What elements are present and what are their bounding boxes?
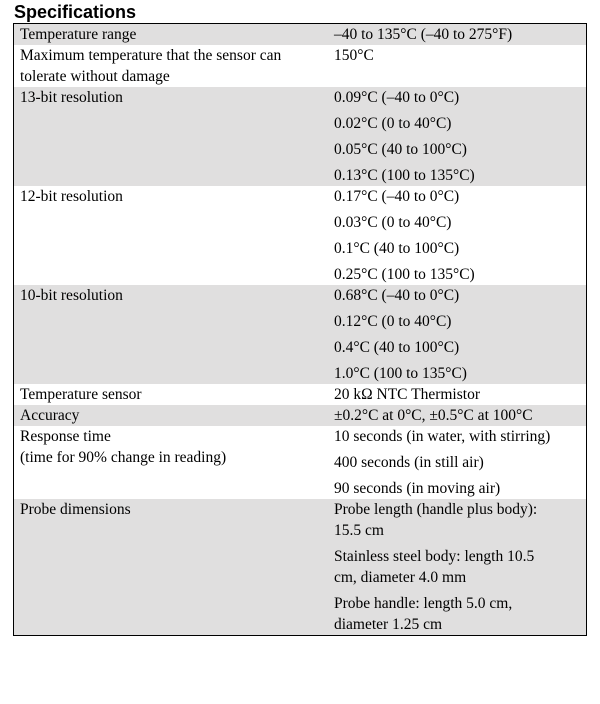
spec-value: Stainless steel body: length 10.5 cm, diameter 4.0 mm	[334, 548, 535, 586]
spec-value: 0.25°C (100 to 135°C)	[334, 266, 475, 283]
spec-label: Temperature range	[20, 26, 137, 43]
spec-label: tolerate without damage	[20, 68, 170, 85]
table-row	[14, 186, 587, 285]
spec-value-cell	[328, 405, 587, 426]
table-row	[14, 499, 587, 636]
spec-value: 0.1°C (40 to 100°C)	[334, 240, 460, 257]
spec-value-cell	[328, 426, 587, 499]
spec-value: 0.4°C (40 to 100°C)	[334, 339, 460, 356]
spec-value: 0.68°C (–40 to 0°C)	[334, 287, 460, 304]
spec-value: Probe length (handle plus body): 15.5 cm	[334, 501, 538, 539]
spec-value: 150°C	[334, 47, 374, 64]
spec-value: 0.12°C (0 to 40°C)	[334, 313, 452, 330]
spec-value: 20 kΩ NTC Thermistor	[334, 386, 480, 403]
spec-label: 10-bit resolution	[20, 287, 123, 304]
table-row	[14, 45, 587, 87]
spec-label-cell	[14, 405, 329, 426]
spec-label: Temperature sensor	[20, 386, 142, 403]
spec-value: 400 seconds (in still air)	[334, 454, 484, 471]
table-row	[14, 384, 587, 405]
spec-label-cell	[14, 285, 329, 384]
spec-label: Accuracy	[20, 407, 80, 424]
spec-value: 10 seconds (in water, with stirring)	[334, 428, 551, 445]
spec-value: 1.0°C (100 to 135°C)	[334, 365, 467, 382]
table-row	[14, 285, 587, 384]
table-row	[14, 405, 587, 426]
spec-value-cell	[328, 384, 587, 405]
table-row	[14, 87, 587, 186]
spec-value: 0.03°C (0 to 40°C)	[334, 214, 452, 231]
spec-label: Maximum temperature that the sensor can	[20, 47, 282, 64]
spec-value-cell	[328, 186, 587, 285]
spec-label: Probe dimensions	[20, 501, 131, 518]
page-title: Specifications	[14, 2, 137, 22]
spec-label-cell	[14, 45, 329, 87]
spec-label: 13-bit resolution	[20, 89, 123, 106]
spec-label-cell	[14, 186, 329, 285]
spec-value-cell	[328, 285, 587, 384]
spec-value-cell	[328, 45, 587, 87]
spec-value: 0.05°C (40 to 100°C)	[334, 141, 467, 158]
spec-value-cell	[328, 87, 587, 186]
spec-value: 0.09°C (–40 to 0°C)	[334, 89, 460, 106]
spec-label: (time for 90% change in reading)	[20, 449, 227, 466]
spec-value-cell	[328, 24, 587, 46]
table-row	[14, 24, 587, 46]
spec-value: –40 to 135°C (–40 to 275°F)	[334, 26, 513, 43]
spec-value: 90 seconds (in moving air)	[334, 480, 501, 497]
specifications-table-body	[14, 24, 587, 636]
spec-value: ±0.2°C at 0°C, ±0.5°C at 100°C	[334, 407, 533, 424]
spec-value: 0.17°C (–40 to 0°C)	[334, 188, 460, 205]
spec-value: 0.13°C (100 to 135°C)	[334, 167, 475, 184]
spec-label: Response time	[20, 428, 111, 445]
specifications-table	[13, 23, 587, 636]
spec-label-cell	[14, 384, 329, 405]
spec-label-cell	[14, 426, 329, 499]
spec-label-cell	[14, 87, 329, 186]
spec-label: 12-bit resolution	[20, 188, 123, 205]
spec-value: 0.02°C (0 to 40°C)	[334, 115, 452, 132]
spec-label-cell	[14, 24, 329, 46]
spec-value: Probe handle: length 5.0 cm, diameter 1.25 cm	[334, 595, 513, 633]
spec-label-cell	[14, 499, 329, 636]
table-row	[14, 426, 587, 499]
spec-value-cell	[328, 499, 587, 636]
